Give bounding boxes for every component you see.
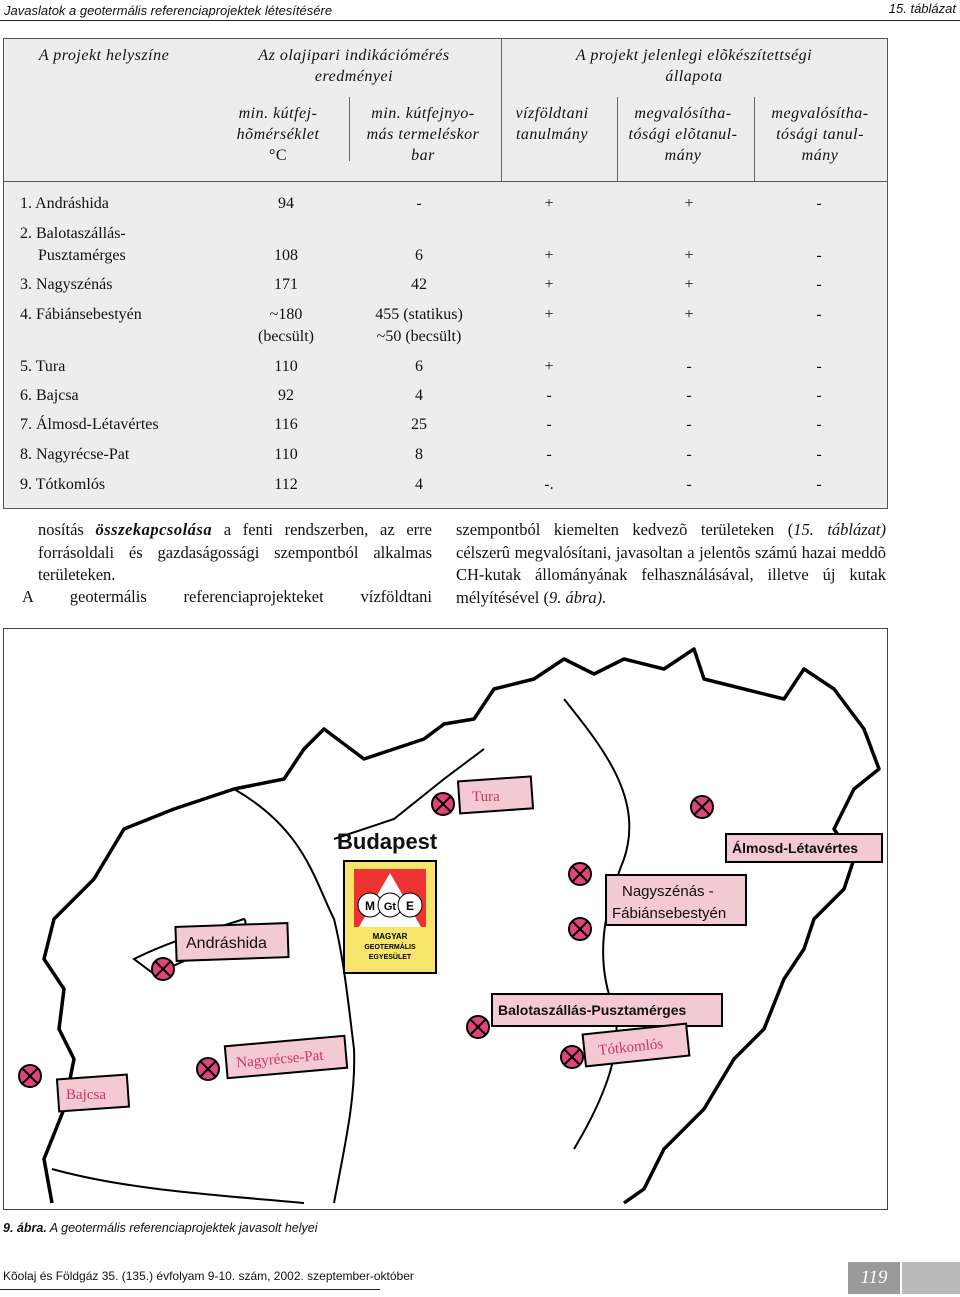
- map-svg: [4, 629, 887, 1209]
- svg-text:Nagyrécse-Pat: Nagyrécse-Pat: [235, 1047, 325, 1072]
- site-bajcsa: [19, 1065, 129, 1111]
- header-divider: [349, 97, 350, 161]
- site-almosd: [691, 796, 882, 862]
- body-paragraph-left: nosítás összekapcsolása a fenti rendszerben, az erre forrásoldali és gazdaságossági szempontból alkalmas területeken.: [38, 520, 432, 584]
- header-feasibility: megvalósítha- tósági tanul- mány: [771, 105, 869, 164]
- site-nagyrecse: [197, 1036, 347, 1080]
- svg-text:Gt: Gt: [383, 901, 397, 913]
- river-drava: [52, 1169, 304, 1203]
- svg-text:Bajcsa: Bajcsa: [66, 1087, 106, 1103]
- page-number: 119: [848, 1262, 900, 1294]
- svg-text:Tura: Tura: [472, 789, 500, 805]
- svg-text:Álmosd-Létavértes: Álmosd-Létavértes: [732, 840, 859, 856]
- svg-text:GEOTERMÁLIS: GEOTERMÁLIS: [364, 944, 416, 951]
- footer-rule: [0, 1289, 380, 1290]
- header-location: A projekt helyszíne: [38, 47, 170, 64]
- svg-text:E: E: [405, 899, 415, 913]
- hungary-map: [3, 628, 888, 1210]
- svg-text:Fábiánsebestyén: Fábiánsebestyén: [612, 905, 727, 922]
- svg-text:Balotaszállás-Pusztamérges: Balotaszállás-Pusztamérges: [498, 1002, 687, 1018]
- body-paragraph-left-next: A geotermális referenciaprojekteket vízföldtani: [22, 587, 432, 606]
- header-prefeasibility: megvalósítha- tósági elõtanul- mány: [628, 105, 738, 164]
- svg-text:Andráshida: Andráshida: [186, 935, 267, 952]
- site-nagyszenas: [569, 863, 746, 940]
- country-outline: [44, 649, 879, 1203]
- svg-text:MAGYAR: MAGYAR: [372, 932, 408, 941]
- header-divider: [501, 39, 502, 181]
- body-paragraph-right: szempontból kiemelten kedvezõ területeken (15. táblázat) célszerû megvalósítani, javasoltan a jelentõs számú hazai meddõ CH-kutak állományának felhasználásával, illetve új kutak mélyítésével (9. ábra).: [456, 520, 886, 607]
- header-divider: [754, 97, 755, 181]
- journal-footer: Kõolaj és Földgáz 35. (135.) évfolyam 9-10. szám, 2002. szeptember-október: [3, 1269, 414, 1283]
- header-rule: [0, 20, 960, 21]
- header-oil-group: Az olajipari indikációmérés eredményei: [258, 47, 450, 85]
- svg-text:Nagyszénás -: Nagyszénás -: [622, 883, 714, 900]
- site-totkomlos: [561, 1024, 689, 1068]
- mgte-logo: [344, 861, 436, 973]
- svg-text:M: M: [365, 899, 375, 913]
- table-number: 15. táblázat: [888, 1, 956, 16]
- data-table: A projekt helyszíne Az olajipari indikációmérés eredményei A projekt jelenlegi elõkészítettségi állapota min. kútfej- hõmérséklet °C min. kútfejnyo- más termeléskor bar vízföldtani tanulmány megvalósítha- tósági elõtanul- mány megvalósítha- tósági tanul- mány 1. Andráshida 94 - + + - 2. Balotaszállás- Pusztamérges 108 6 + + - 3. Nagyszénás 171 42 + + - 4. Fábiánsebestyén ~180 (becsült) 455 (statikus) ~50 (becsült) + + - 5. Tura 110 6 + - - 6. Bajcsa 92 4 - - - 7. Álmosd-Létavértes 116 25 - - - 8. Nagyrécse-Pat 110 8 - - - 9. Tótkomlós 112 4 -. - -: [3, 38, 888, 509]
- header-pressure: min. kútfejnyo- más termeléskor bar: [366, 105, 480, 164]
- header-hydro-study: vízföldtani tanulmány: [515, 105, 589, 143]
- site-tura: [432, 776, 533, 815]
- running-header-title: Javaslatok a geotermális referenciaprojektek létesítésére: [4, 3, 333, 18]
- page-number-tab: [902, 1262, 960, 1294]
- header-status-group: A projekt jelenlegi elõkészítettségi állapota: [575, 47, 813, 85]
- figure-caption: 9. ábra. A geotermális referenciaprojektek javasolt helyei: [3, 1221, 318, 1235]
- svg-text:EGYESÜLET: EGYESÜLET: [368, 954, 412, 961]
- header-rule-bottom: [4, 181, 887, 182]
- header-temp: min. kútfej- hõmérséklet °C: [236, 105, 320, 164]
- svg-text:Tótkomlós: Tótkomlós: [597, 1036, 664, 1059]
- city-label-budapest: Budapest: [337, 829, 438, 854]
- header-divider: [617, 97, 618, 181]
